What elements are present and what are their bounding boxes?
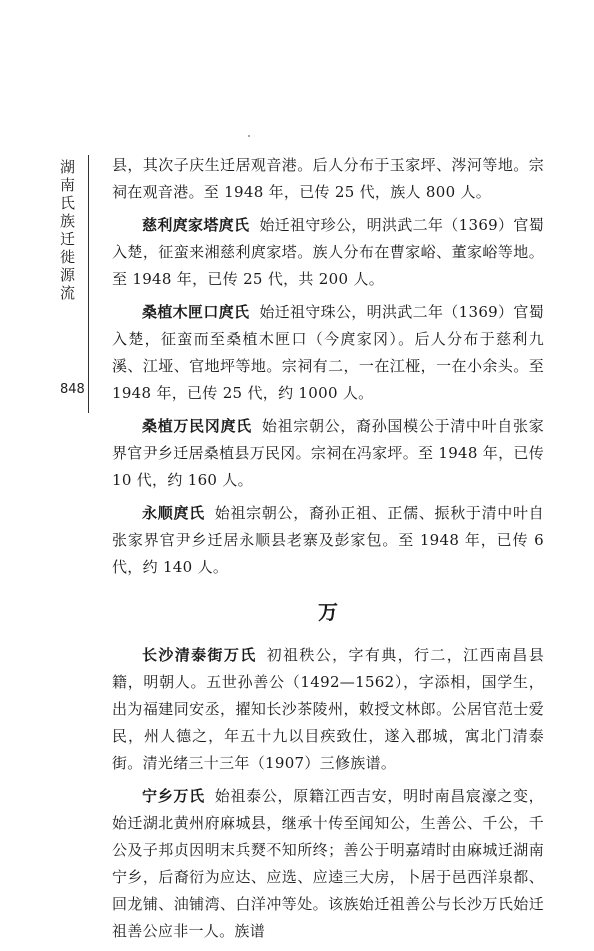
running-title: 湖南氏族迁徙源流: [60, 158, 76, 302]
page-number: 848: [60, 382, 85, 397]
page-body: [112, 152, 544, 951]
clan-entry: [112, 783, 544, 945]
clan-entry: [112, 413, 544, 494]
clan-text: 始祖宗朝公，裔孙国模公于清中叶自张家界官尹乡迁居桑植县万民冈。宗祠在冯家坪。至 1948 年，已传 10 代，约 160 人。: [112, 417, 545, 489]
entries-section-tuo: [112, 152, 544, 581]
entries-section-wan: [112, 642, 544, 945]
clan-name: 永顺庹氏: [142, 504, 205, 522]
clan-name: 桑植木匣口庹氏: [142, 303, 250, 321]
clan-name: 长沙清泰街万氏: [142, 646, 257, 664]
clan-name: 宁乡万氏: [142, 787, 205, 805]
clan-entry: [112, 299, 544, 407]
clan-text: 始祖宗朝公，裔孙正祖、正儒、振秋于清中叶自张家界官尹乡迁居永顺县老寨及彭家包。至 1948 年，已传 6 代，约 140 人。: [112, 504, 544, 576]
clan-text: 始祖泰公，原籍江西吉安，明时南昌宸濠之变，始迁湖北黄州府麻城县，继承十传至闻知公，生善公、千公，千公及子邦贞因明末兵燹不知所终；善公于明嘉靖时由麻城迁湖南宁乡，后裔衍为应达、应选、应逵三大房，卜居于邑西洋泉都、回龙铺、油铺湾、白洋冲等处。该族始迁祖善公与长沙万氏始迁祖善公应非一人。族谱: [112, 787, 544, 940]
clan-text: 县，其次子庆生迁居观音港。后人分布于玉家坪、涔河等地。宗祠在观音港。至 1948 年，已传 25 代，族人 800 人。: [112, 156, 544, 201]
section-heading: 万: [318, 600, 338, 624]
page-mark-dot: [248, 135, 250, 137]
clan-text: 始迁祖守珍公，明洪武二年（1369）官蜀入楚，征蛮来湘慈利庹家塔。族人分布在曹家峪、董家峪等地。至 1948 年，已传 25 代，共 200 人。: [112, 216, 544, 288]
clan-name: 桑植万民冈庹氏: [142, 417, 252, 435]
clan-name: 慈利庹家塔庹氏: [142, 216, 250, 234]
clan-entry: [112, 152, 544, 206]
margin-rule: [88, 155, 89, 413]
clan-text: 初祖秩公，字有典，行二，江西南昌县籍，明朝人。五世孙善公（1492—1562），字添相，国学生，出为福建同安丞，擢知长沙茶陵州，敕授文林郎。公居官范士爱民，州人德之，年五十九以目疾致仕，遂入郡城，寓北门清泰街。清光绪三十三年（1907）三修族谱。: [112, 646, 544, 772]
clan-entry: [112, 212, 544, 293]
clan-text: 始迁祖守珠公，明洪武二年（1369）官蜀入楚，征蛮而至桑植木匣口（今庹家冈）。后人分布于慈利九溪、江垭、官地坪等地。宗祠有二，一在江桠，一在小余头。至 1948 年，已传 25 代，约 1000 人。: [112, 303, 544, 402]
clan-entry: [112, 500, 544, 581]
clan-entry: [112, 642, 544, 777]
